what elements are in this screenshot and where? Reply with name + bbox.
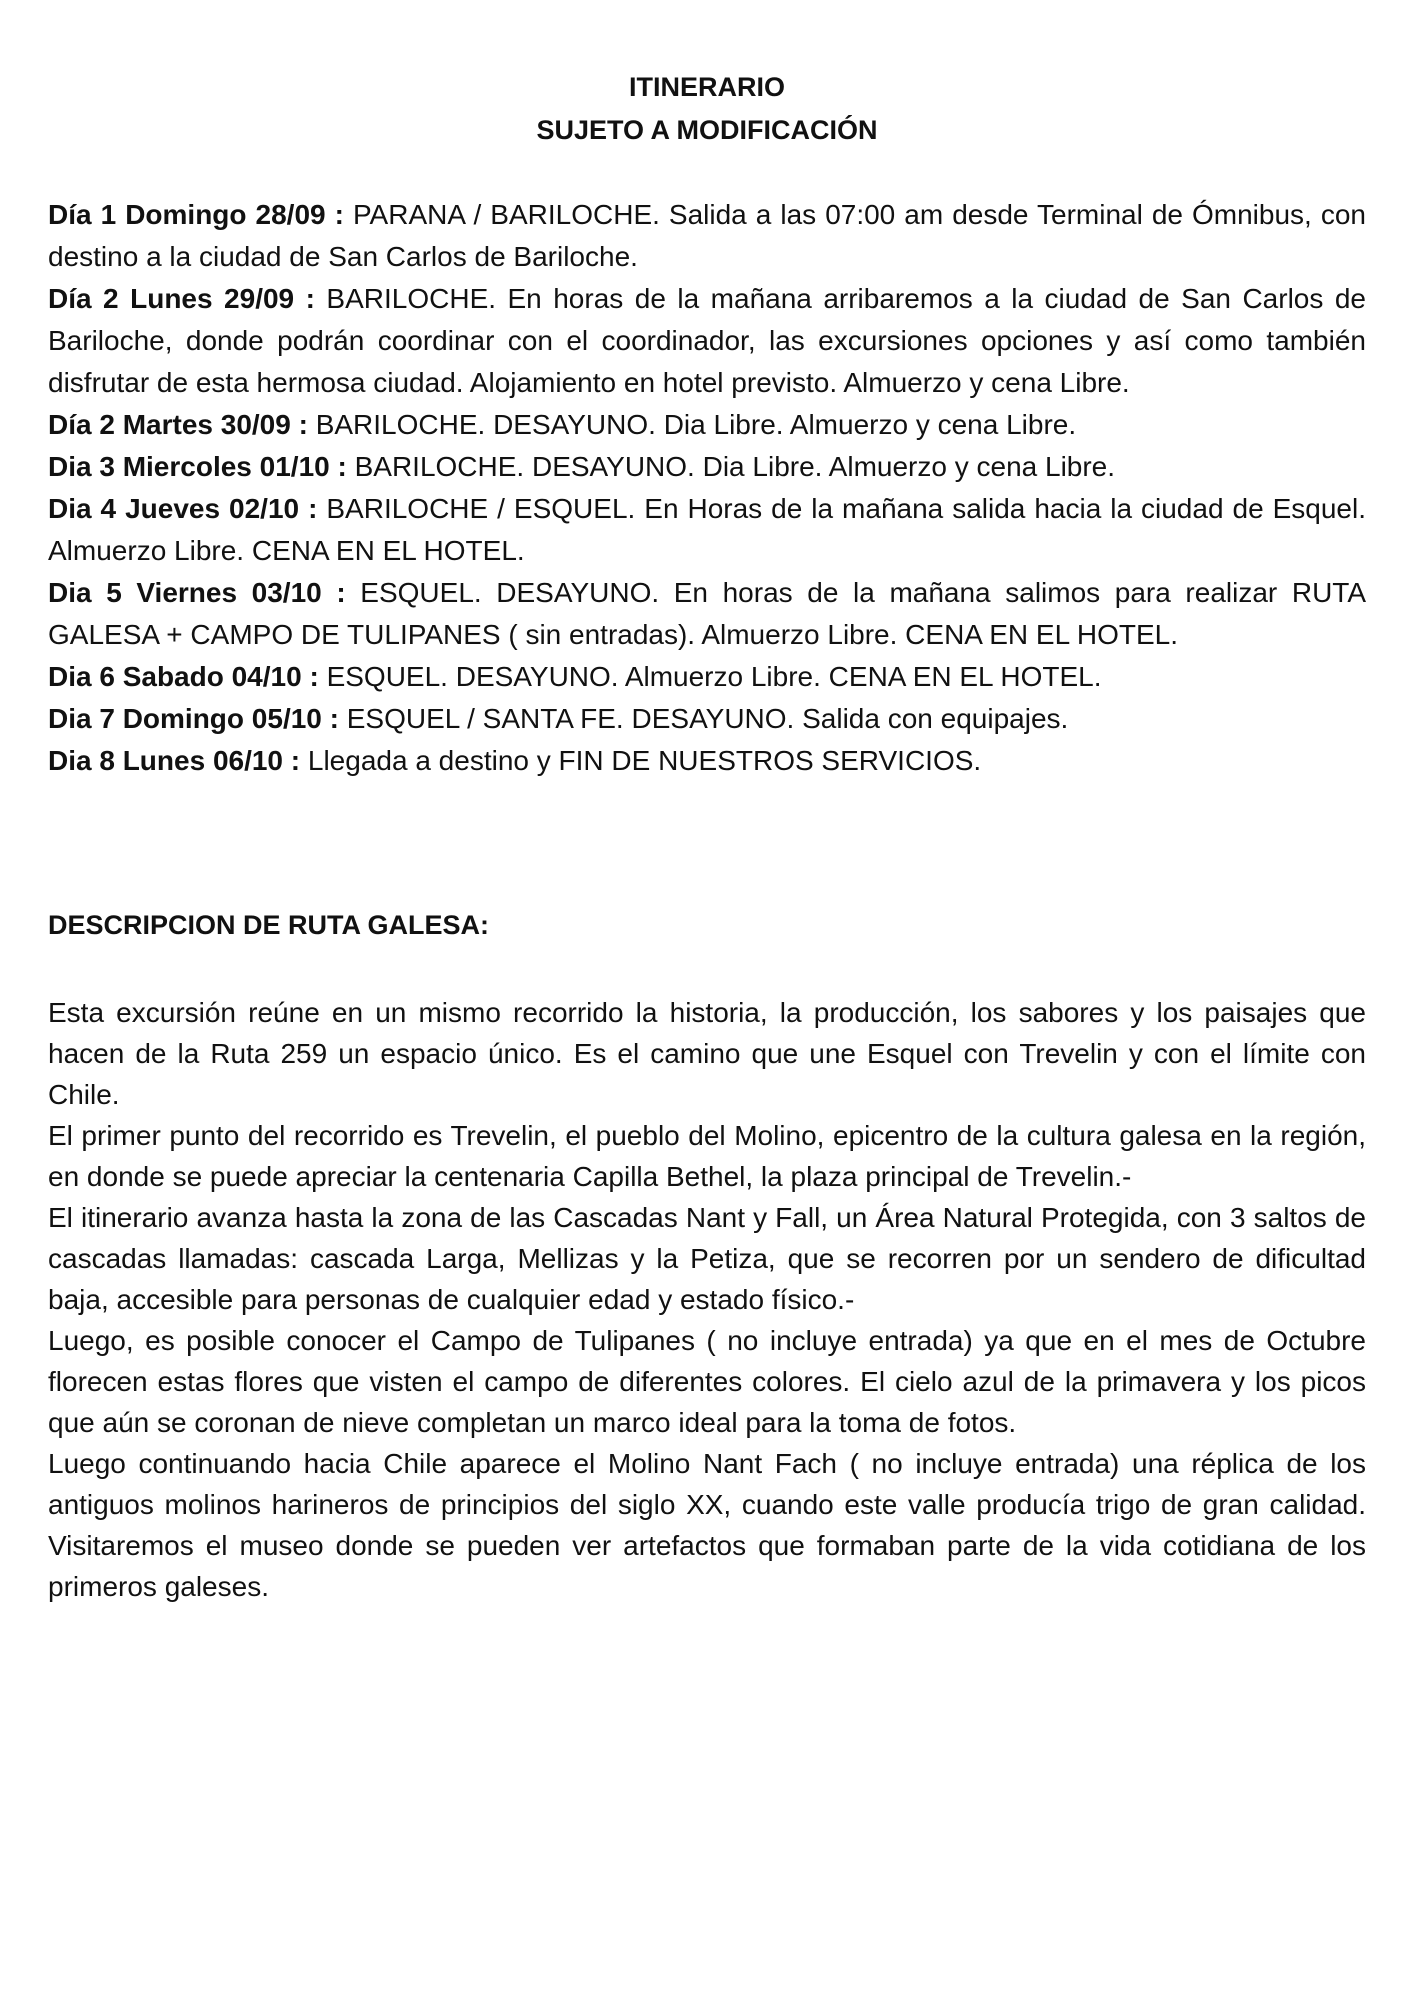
document-subtitle: SUJETO A MODIFICACIÓN: [536, 115, 878, 145]
description-paragraph: Esta excursión reúne en un mismo recorrido la historia, la producción, los sabores y los paisajes que hacen de la Ruta 259 un espacio único. Es el camino que une Esquel con Trevelin y con el límite con Chile.: [48, 997, 1366, 1110]
description-paragraph: El primer punto del recorrido es Trevelin, el pueblo del Molino, epicentro de la cultura galesa en la región, en donde se puede apreciar la centenaria Capilla Bethel, la plaza principal de Trevelin.-: [48, 1120, 1366, 1192]
day-label: Día 1 Domingo 28/09 :: [48, 199, 344, 230]
description-paragraph: El itinerario avanza hasta la zona de las Cascadas Nant y Fall, un Área Natural Protegida, con 3 saltos de cascadas llamadas: cascada Larga, Mellizas y la Petiza, que se recorren por un sendero de dificultad baja, accesible para personas de cualquier edad y estado físico.-: [48, 1202, 1366, 1315]
day-label: Dia 3 Miercoles 01/10 :: [48, 451, 347, 482]
day-label: Dia 6 Sabado 04/10 :: [48, 661, 319, 692]
day-label: Dia 4 Jueves 02/10 :: [48, 493, 318, 524]
section-heading: DESCRIPCION DE RUTA GALESA:: [48, 910, 490, 940]
day-description: ESQUEL. DESAYUNO. Almuerzo Libre. CENA EN EL HOTEL.: [318, 661, 1102, 692]
day-description: Llegada a destino y FIN DE NUESTROS SERVICIOS.: [300, 745, 982, 776]
document-page: [48, 66, 1366, 1607]
day-description: ESQUEL / SANTA FE. DESAYUNO. Salida con equipajes.: [338, 703, 1069, 734]
day-label: Dia 7 Domingo 05/10 :: [48, 703, 339, 734]
route-description: [48, 992, 1366, 1607]
day-description: BARILOCHE. DESAYUNO. Dia Libre. Almuerzo y cena Libre.: [307, 409, 1077, 440]
day-label: Dia 5 Viernes 03/10 :: [48, 577, 346, 608]
itinerary-day: [48, 278, 1366, 404]
itinerary-day: [48, 446, 1366, 488]
itinerary-day: [48, 656, 1366, 698]
description-paragraph: Luego, es posible conocer el Campo de Tulipanes ( no incluye entrada) ya que en el mes de Octubre florecen estas flores que visten el campo de diferentes colores. El cielo azul de la primavera y los picos que aún se coronan de nieve completan un marco ideal para la toma de fotos.: [48, 1325, 1366, 1438]
description-paragraph: Luego continuando hacia Chile aparece el Molino Nant Fach ( no incluye entrada) una réplica de los antiguos molinos harineros de principios del siglo XX, cuando este valle producía trigo de gran calidad. Visitaremos el museo donde se pueden ver artefactos que formaban parte de la vida cotidiana de los primeros galeses.: [48, 1448, 1366, 1602]
itinerary-day: [48, 404, 1366, 446]
itinerary-day: [48, 740, 1366, 782]
itinerary-day: [48, 572, 1366, 656]
day-description: BARILOCHE / ESQUEL. En Horas de la mañana salida hacia la ciudad de Esquel. Almuerzo Libre. CENA EN EL HOTEL.: [48, 493, 1367, 566]
day-label: Día 2 Martes 30/09 :: [48, 409, 308, 440]
itinerary-list: [48, 194, 1366, 782]
itinerary-day: [48, 488, 1366, 572]
document-title: ITINERARIO: [628, 72, 785, 102]
day-description: PARANA / BARILOCHE. Salida a las 07:00 am desde Terminal de Ómnibus, con destino a la ciudad de San Carlos de Bariloche.: [48, 199, 1366, 272]
itinerary-day: [48, 194, 1366, 278]
day-description: BARILOCHE. En horas de la mañana arribaremos a la ciudad de San Carlos de Bariloche, donde podrán coordinar con el coordinador, las excursiones opciones y así como también disfrutar de esta hermosa ciudad. Alojamiento en hotel previsto. Almuerzo y cena Libre.: [48, 283, 1367, 398]
day-label: Día 2 Lunes 29/09 :: [48, 283, 315, 314]
itinerary-day: [48, 698, 1366, 740]
day-description: BARILOCHE. DESAYUNO. Dia Libre. Almuerzo y cena Libre.: [346, 451, 1116, 482]
day-description: ESQUEL. DESAYUNO. En horas de la mañana salimos para realizar RUTA GALESA + CAMPO DE TULIPANES ( sin entradas). Almuerzo Libre. CENA EN EL HOTEL.: [48, 577, 1366, 650]
day-label: Dia 8 Lunes 06/10 :: [48, 745, 301, 776]
